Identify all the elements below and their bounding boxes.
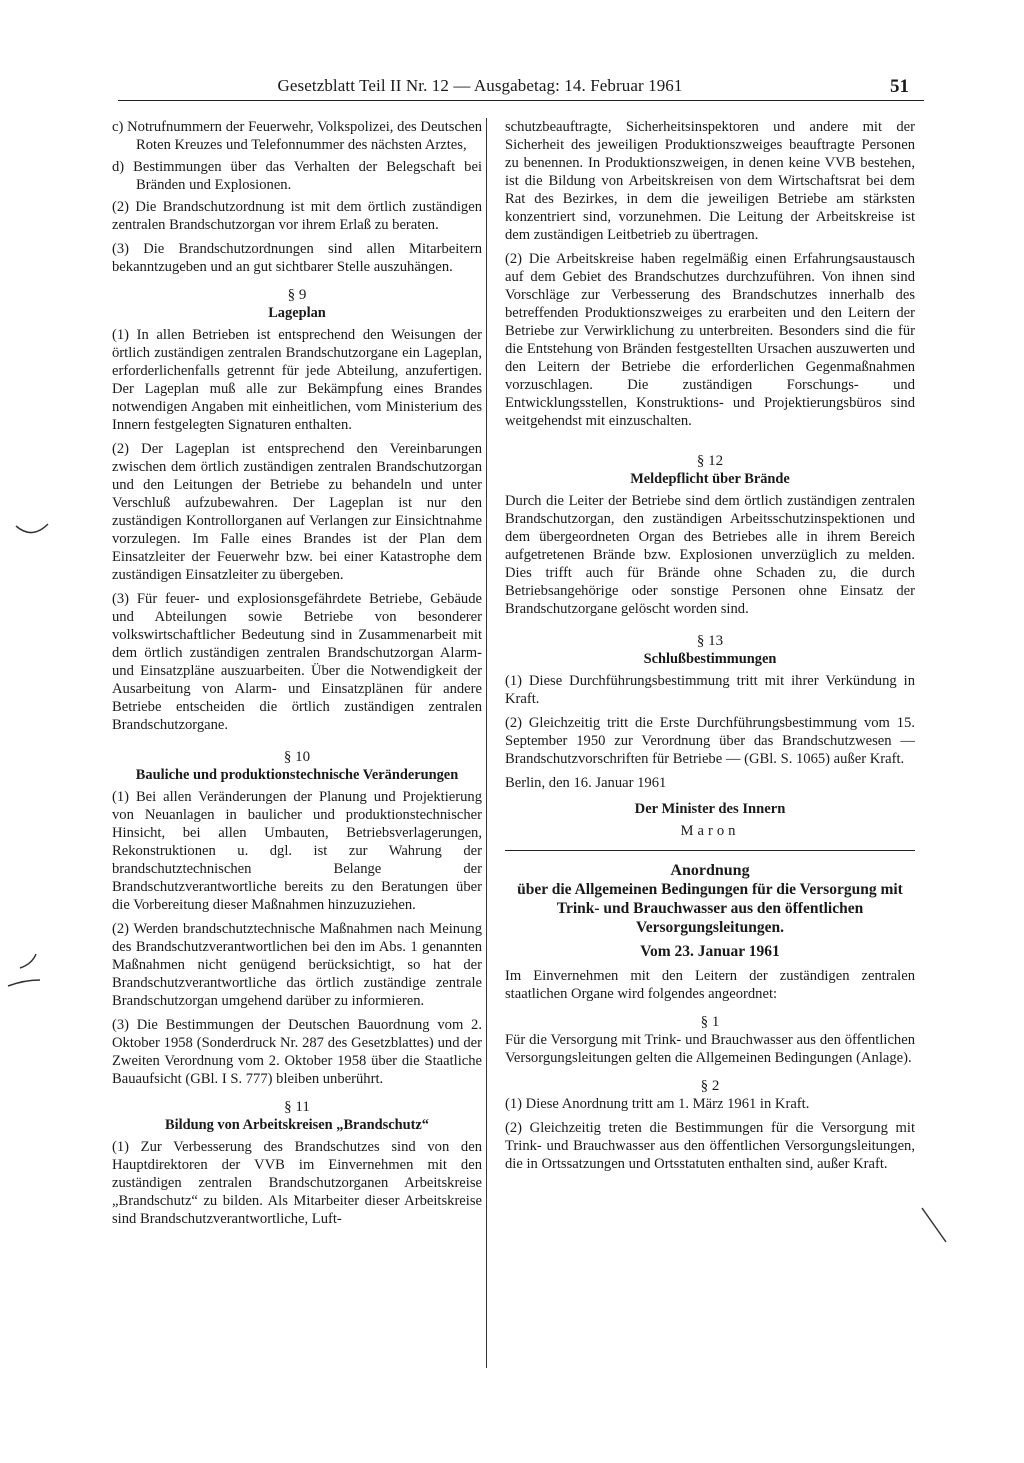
section-separator — [505, 850, 915, 851]
paragraph: schutzbeauftragte, Sicherheitsinspektoren und andere mit der Sicherheit des jeweiligen Produktionszweiges beauftragte Personen zu benennen. In Produktionszweigen, in denen keine VVB bestehen, ist die Bildung von Arbeitskreisen von dem Wirtschaftsrat bei dem Rat des Bezirkes, in dem die jeweiligen Betriebe am stärksten konzentriert sind, vorzunehmen. Die Leitung der Arbeitskreise ist dem zuständigen Leitbetrieb zu übertragen. — [505, 119, 915, 243]
paragraph: (3) Die Brandschutzordnungen sind allen Mitarbeitern bekanntzugeben und an gut sichtbarer Stelle auszuhängen. — [112, 241, 482, 275]
paragraph: (3) Die Bestimmungen der Deutschen Bauordnung vom 2. Oktober 1958 (Sonderdruck Nr. 287 des Gesetzblattes) und der Zweiten Verordnung vom 2. Oktober 1958 über die Staatliche Bauaufsicht (GBl. I S. 777) bleiben unberührt. — [112, 1017, 482, 1087]
paragraph: (2) Gleichzeitig tritt die Erste Durchführungsbestimmung vom 15. September 1950 zur Verordnung über das Brandschutzwesen — Brandschutzvorschriften für Betriebe — (GBl. S. 1065) außer Kraft. — [505, 715, 915, 767]
paragraph: (2) Gleichzeitig treten die Bestimmungen für die Versorgung mit Trink- und Brauchwasser aus den öffentlichen Versorgungsleitungen, die in Ortssatzungen und Ortsstatuten enthalten sind, außer Kraft. — [505, 1120, 915, 1172]
section-number: § 10 — [283, 749, 311, 765]
anordnung-subtitle: über die Allgemeinen Bedingungen für die Versorgung mit Trink- und Brauchwasser aus den öffentlichen Versorgungsleitungen. — [517, 881, 903, 936]
paragraph: (2) Die Brandschutzordnung ist mit dem örtlich zuständigen zentralen Brandschutzorgan vor ihrem Erlaß zu beraten. — [112, 199, 482, 233]
anordnung-title: Anordnung — [670, 862, 750, 879]
section-number: § 12 — [696, 453, 724, 469]
list-item: d) Bestimmungen über das Verhalten der Belegschaft bei Bränden und Explosionen. — [112, 159, 482, 193]
section-title: Schlußbestimmungen — [643, 651, 777, 667]
paragraph: (1) Zur Verbesserung des Brandschutzes sind von den Hauptdirektoren der VVB im Einvernehmen mit den zuständigen zentralen Brandschutzorganen Arbeitskreise „Brandschutz“ zu bilden. Als Mitarbeiter dieser Arbeitskreise sind Brandschutzverantwortliche, Luft- — [112, 1139, 482, 1227]
paragraph: (3) Für feuer- und explosionsgefährdete Betriebe, Gebäude und Abteilungen sowie Betriebe von besonderer volkswirtschaftlicher Bedeutung sind in Zusammenarbeit mit dem örtlich zuständigen zentralen Brandschutzorgan Alarm- und Einsatzpläne auszuarbeiten. Über die Notwendigkeit der Ausarbeitung von Alarm- und Einsatzplänen für andere Betriebe entscheiden die örtlich zuständigen zentralen Brandschutzorgane. — [112, 591, 482, 733]
header-rule — [118, 100, 924, 101]
paragraph: (1) In allen Betrieben ist entsprechend den Weisungen der örtlich zuständigen zentralen Brandschutzorgane ein Lageplan, erforderlichenfalls getrennt für jede Abteilung, anzufertigen. Der Lageplan muß alle zur Bekämpfung eines Brandes notwendigen Angaben mit einheitlichen, vom Ministerium des Innern festgelegten Signaturen enthalten. — [112, 327, 482, 433]
section-title: Meldepflicht über Brände — [630, 471, 790, 487]
paragraph: (2) Die Arbeitskreise haben regelmäßig einen Erfahrungsaustausch auf dem Gebiet des Brandschutzes durchzuführen. Von ihnen sind Vorschläge zur Verbesserung des Brandschutzes innerhalb des betreffenden Produktionszweiges zu erarbeiten und den Leitern der Betriebe zur Verwirklichung zu unterbreiten. Besonders sind die für die Entstehung von Bränden festgestellten Ursachen auszuwerten und den Leitern der Betriebe die erforderlichen Gegenmaßnahmen vorzuschlagen. Die zuständigen Forschungs- und Entwicklungsstellen, Konstruktions- und Projektierungsbüros sind weitgehendst mit einzuschalten. — [505, 251, 915, 429]
anordnung-date: Vom 23. Januar 1961 — [640, 943, 780, 960]
section-title: Bildung von Arbeitskreisen „Brandschutz“ — [164, 1117, 429, 1133]
place-date: Berlin, den 16. Januar 1961 — [505, 775, 667, 791]
paragraph: Für die Versorgung mit Trink- und Brauchwasser aus den öffentlichen Versorgungsleitungen gelten die Allgemeinen Bedingungen (Anlage). — [505, 1032, 915, 1066]
page-number: 51 — [890, 76, 909, 97]
section-number: § 13 — [696, 633, 724, 649]
left-column — [112, 118, 482, 1234]
right-column — [505, 118, 915, 1179]
signer-name: Maron — [680, 823, 740, 839]
paragraph: (1) Diese Durchführungsbestimmung tritt mit ihrer Verkündung in Kraft. — [505, 673, 915, 707]
paragraph: (1) Diese Anordnung tritt am 1. März 1961 in Kraft. — [505, 1096, 810, 1112]
list-item: c) Notrufnummern der Feuerwehr, Volkspolizei, des Deutschen Roten Kreuzes und Telefonnummer des nächsten Arztes, — [112, 119, 482, 153]
paragraph: (2) Werden brandschutztechnische Maßnahmen nach Meinung des Brandschutzverantwortlichen bei den im Abs. 1 genannten Maßnahmen nicht genügend berücksichtigt, so hat der Brandschutzverantwortliche das örtlich zuständige zentrale Brandschutzorgan umgehend darüber zu informieren. — [112, 921, 482, 1009]
section-number: § 2 — [700, 1078, 720, 1094]
margin-mark-icon — [920, 1206, 950, 1246]
paragraph: Im Einvernehmen mit den Leitern der zuständigen zentralen staatlichen Organe wird folgendes angeordnet: — [505, 968, 915, 1002]
section-number: § 9 — [287, 287, 307, 303]
section-number: § 11 — [284, 1099, 310, 1115]
section-number: § 1 — [700, 1014, 720, 1030]
margin-mark-icon — [6, 950, 46, 990]
paragraph: (2) Der Lageplan ist entsprechend den Vereinbarungen zwischen dem örtlich zuständigen zentralen Brandschutzorgan und den Leitungen der Betriebe zu behandeln und unter Verschluß aufzubewahren. Der Lageplan ist nur den zuständigen Kontrollorganen auf Verlangen zur Einsichtnahme vorzulegen. Im Falle eines Brandes ist der Plan dem Einsatzleiter der Feuerwehr bzw. bei einer Katastrophe dem zuständigen Einsatzleiter zu übergeben. — [112, 441, 482, 583]
paragraph: Durch die Leiter der Betriebe sind dem örtlich zuständigen zentralen Brandschutzorgan, den zuständigen Arbeitsschutzinspektionen und dem übergeordneten Organ des Betriebes alle in ihrem Bereich aufgetretenen Brände bzw. Explosionen unverzüglich zu melden. Dies trifft auch für Brände ohne Schaden zu, die durch Betriebsangehörige oder sonstige Personen ohne Einsatz der Brandschutzorgane gelöscht worden sind. — [505, 493, 915, 617]
column-divider — [486, 118, 487, 1368]
page-header: Gesetzblatt Teil II Nr. 12 — Ausgabetag: 14. Februar 1961 — [277, 76, 683, 95]
paragraph: (1) Bei allen Veränderungen der Planung und Projektierung von Neuanlagen in baulicher und produktionstechnischer Hinsicht, bei allen Umbauten, Betriebsverlagerungen, Rekonstruktionen u. dgl. ist zur Wahrung der brandschutztechnischen Belange der Brandschutzverantwortliche bereits zu den Beratungen über die Vorbereitung dieser Maßnahmen hinzuzuziehen. — [112, 789, 482, 913]
margin-mark-icon — [14, 520, 50, 544]
section-title: Lageplan — [268, 305, 326, 321]
signer-title: Der Minister des Innern — [634, 801, 786, 817]
section-title: Bauliche und produktionstechnische Veränderungen — [135, 767, 459, 783]
